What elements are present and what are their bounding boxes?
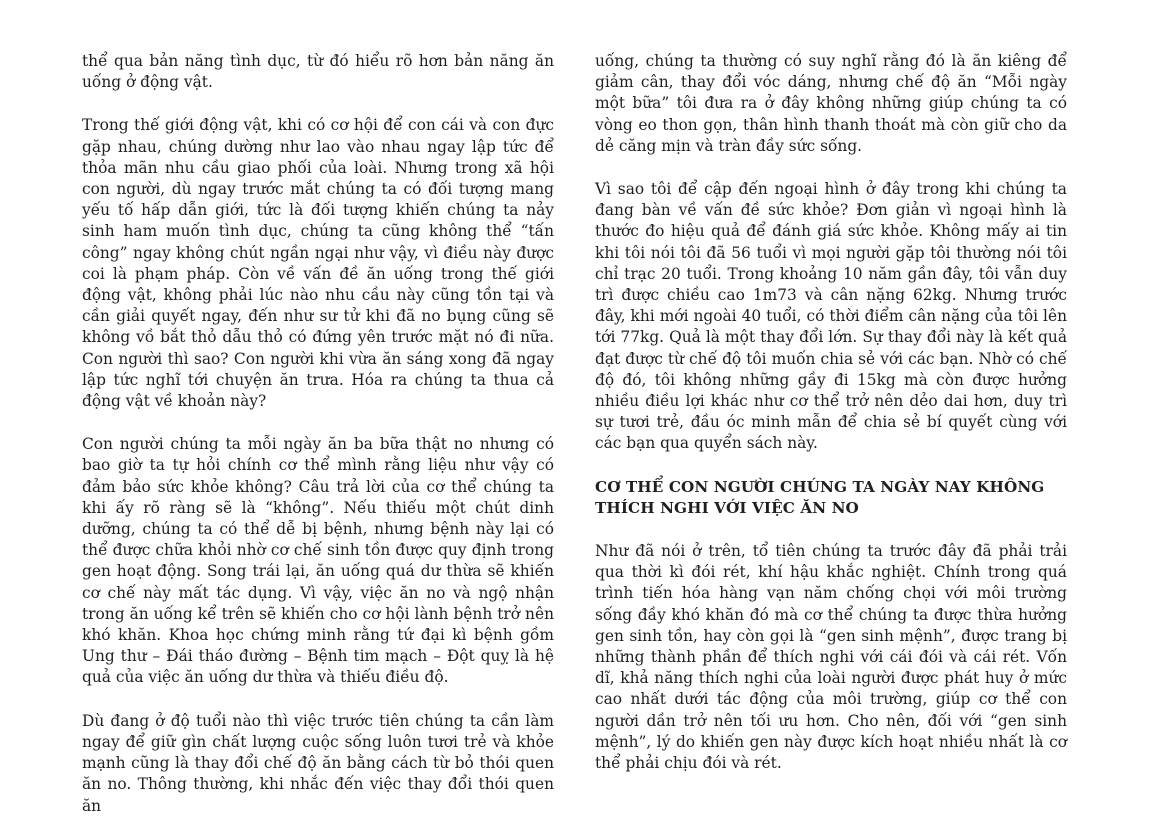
left-paragraph-1: thể qua bản năng tình dục, từ đó hiểu rõ hơn bản năng ăn uống ở động vật.	[82, 52, 554, 92]
left-column	[82, 51, 554, 839]
left-paragraph-2: Trong thế giới động vật, khi có cơ hội để con cái và con đực gặp nhau, chúng dường như lao vào nhau ngay lập tức để thỏa mãn nhu cầu giao phối của loài. Nhưng trong xã hội con người, dù ngay trước mắt chúng ta có đối tượng mang yếu tố hấp dẫn giới, tức là đối tượng khiến chúng ta nảy sinh ham muốn tình dục, chúng ta cũng không thể “tấn công” ngay không chút ngần ngại như vậy, vì điều này được coi là phạm pháp. Còn về vấn đề ăn uống trong thế giới động vật, không phải lúc nào nhu cầu này cũng tồn tại và cần giải quyết ngay, đến như sư tử khi đã no bụng cũng sẽ không vồ bắt thỏ dẫu thỏ có đứng yên trước mặt nó đi nữa. Con người thì sao? Con người khi vừa ăn sáng xong đã ngay lập tức nghĩ tới chuyện ăn trưa. Hóa ra chúng ta thua cả động vật về khoản này?	[82, 116, 554, 411]
right-paragraph-3: Như đã nói ở trên, tổ tiên chúng ta trước đây đã phải trải qua thời kì đói rét, khí hậu khắc nghiệt. Chính trong quá trình tiến hóa hàng vạn năm chống chọi với môi trường sống đầy khó khăn đó mà cơ thể chúng ta được thừa hưởng gen sinh tồn, hay còn gọi là “gen sinh mệnh”, được trang bị những thành phần để thích nghi với cái đói và cái rét. Vốn dĩ, khả năng thích nghi của loài người được phát huy ở mức cao nhất dưới tác động của môi trường, giúp cơ thể con người dần trở nên tối ưu hơn. Cho nên, đối với “gen sinh mệnh”, lý do khiến gen này được kích hoạt nhiều nhất là cơ thể phải chịu đói và rét.	[595, 542, 1067, 773]
right-paragraph-2: Vì sao tôi để cập đến ngoại hình ở đây trong khi chúng ta đang bàn về vấn đề sức khỏe? Đơn giản vì ngoại hình là thước đo hiệu quả để đánh giá sức khỏe. Không mấy ai tin khi tôi nói tôi đã 56 tuổi vì mọi người gặp tôi thường nói tôi chỉ trạc 20 tuổi. Trong khoảng 10 năm gần đây, tôi vẫn duy trì được chiều cao 1m73 và cân nặng 62kg. Nhưng trước đây, khi mới ngoài 40 tuổi, có thời điểm cân nặng của tôi lên tới 77kg. Quả là một thay đổi lớn. Sự thay đổi này là kết quả đạt được từ chế độ tôi muốn chia sẻ với các bạn. Nhờ có chế độ đó, tôi không những gầy đi 15kg mà còn được hưởng nhiều điều lợi khác như cơ thể trở nên dẻo dai hơn, duy trì sự tươi trẻ, đầu óc minh mẫn để chia sẻ bí quyết cùng với các bạn qua quyển sách này.	[595, 180, 1067, 453]
section-heading: CƠ THỂ CON NGƯỜI CHÚNG TA NGÀY NAY KHÔNG THÍCH NGHI VỚI VIỆC ĂN NO	[595, 477, 1045, 517]
right-paragraph-1: uống, chúng ta thường có suy nghĩ rằng đó là ăn kiêng để giảm cân, thay đổi vóc dáng, nhưng chế độ ăn “Mỗi ngày một bữa” tôi đưa ra ở đây không những giúp chúng ta có vòng eo thon gọn, thân hình thanh thoát mà còn giữ cho da dẻ căng mịn và tràn đầy sức sống.	[595, 52, 1067, 155]
right-column	[595, 51, 1067, 796]
left-paragraph-3: Con người chúng ta mỗi ngày ăn ba bữa thật no nhưng có bao giờ ta tự hỏi chính cơ thể mình rằng liệu như vậy có đảm bảo sức khỏe không? Câu trả lời của cơ thể chúng ta khi ấy rõ ràng sẽ là “không”. Nếu thiếu một chút dinh dưỡng, chúng ta có thể dễ bị bệnh, nhưng bệnh này lại có thể được chữa khỏi nhờ cơ chế sinh tồn được quy định trong gen hoạt động. Song trái lại, ăn uống quá dư thừa sẽ khiến cơ chế này mất tác dụng. Vì vậy, việc ăn no và ngộ nhận trong ăn uống kể trên sẽ khiến cho cơ hội lành bệnh trở nên khó khăn. Khoa học chứng minh rằng tứ đại kì bệnh gồm Ung thư – Đái tháo đường – Bệnh tim mạch – Đột quỵ là hệ quả của việc ăn uống dư thừa và thiếu điều độ.	[82, 435, 554, 687]
left-paragraph-4: Dù đang ở độ tuổi nào thì việc trước tiên chúng ta cần làm ngay để giữ gìn chất lượng cuộc sống luôn tươi trẻ và khỏe mạnh cũng là thay đổi chế độ ăn bằng cách từ bỏ thói quen ăn no. Thông thường, khi nhắc đến việc thay đổi thói quen ăn	[82, 711, 554, 815]
